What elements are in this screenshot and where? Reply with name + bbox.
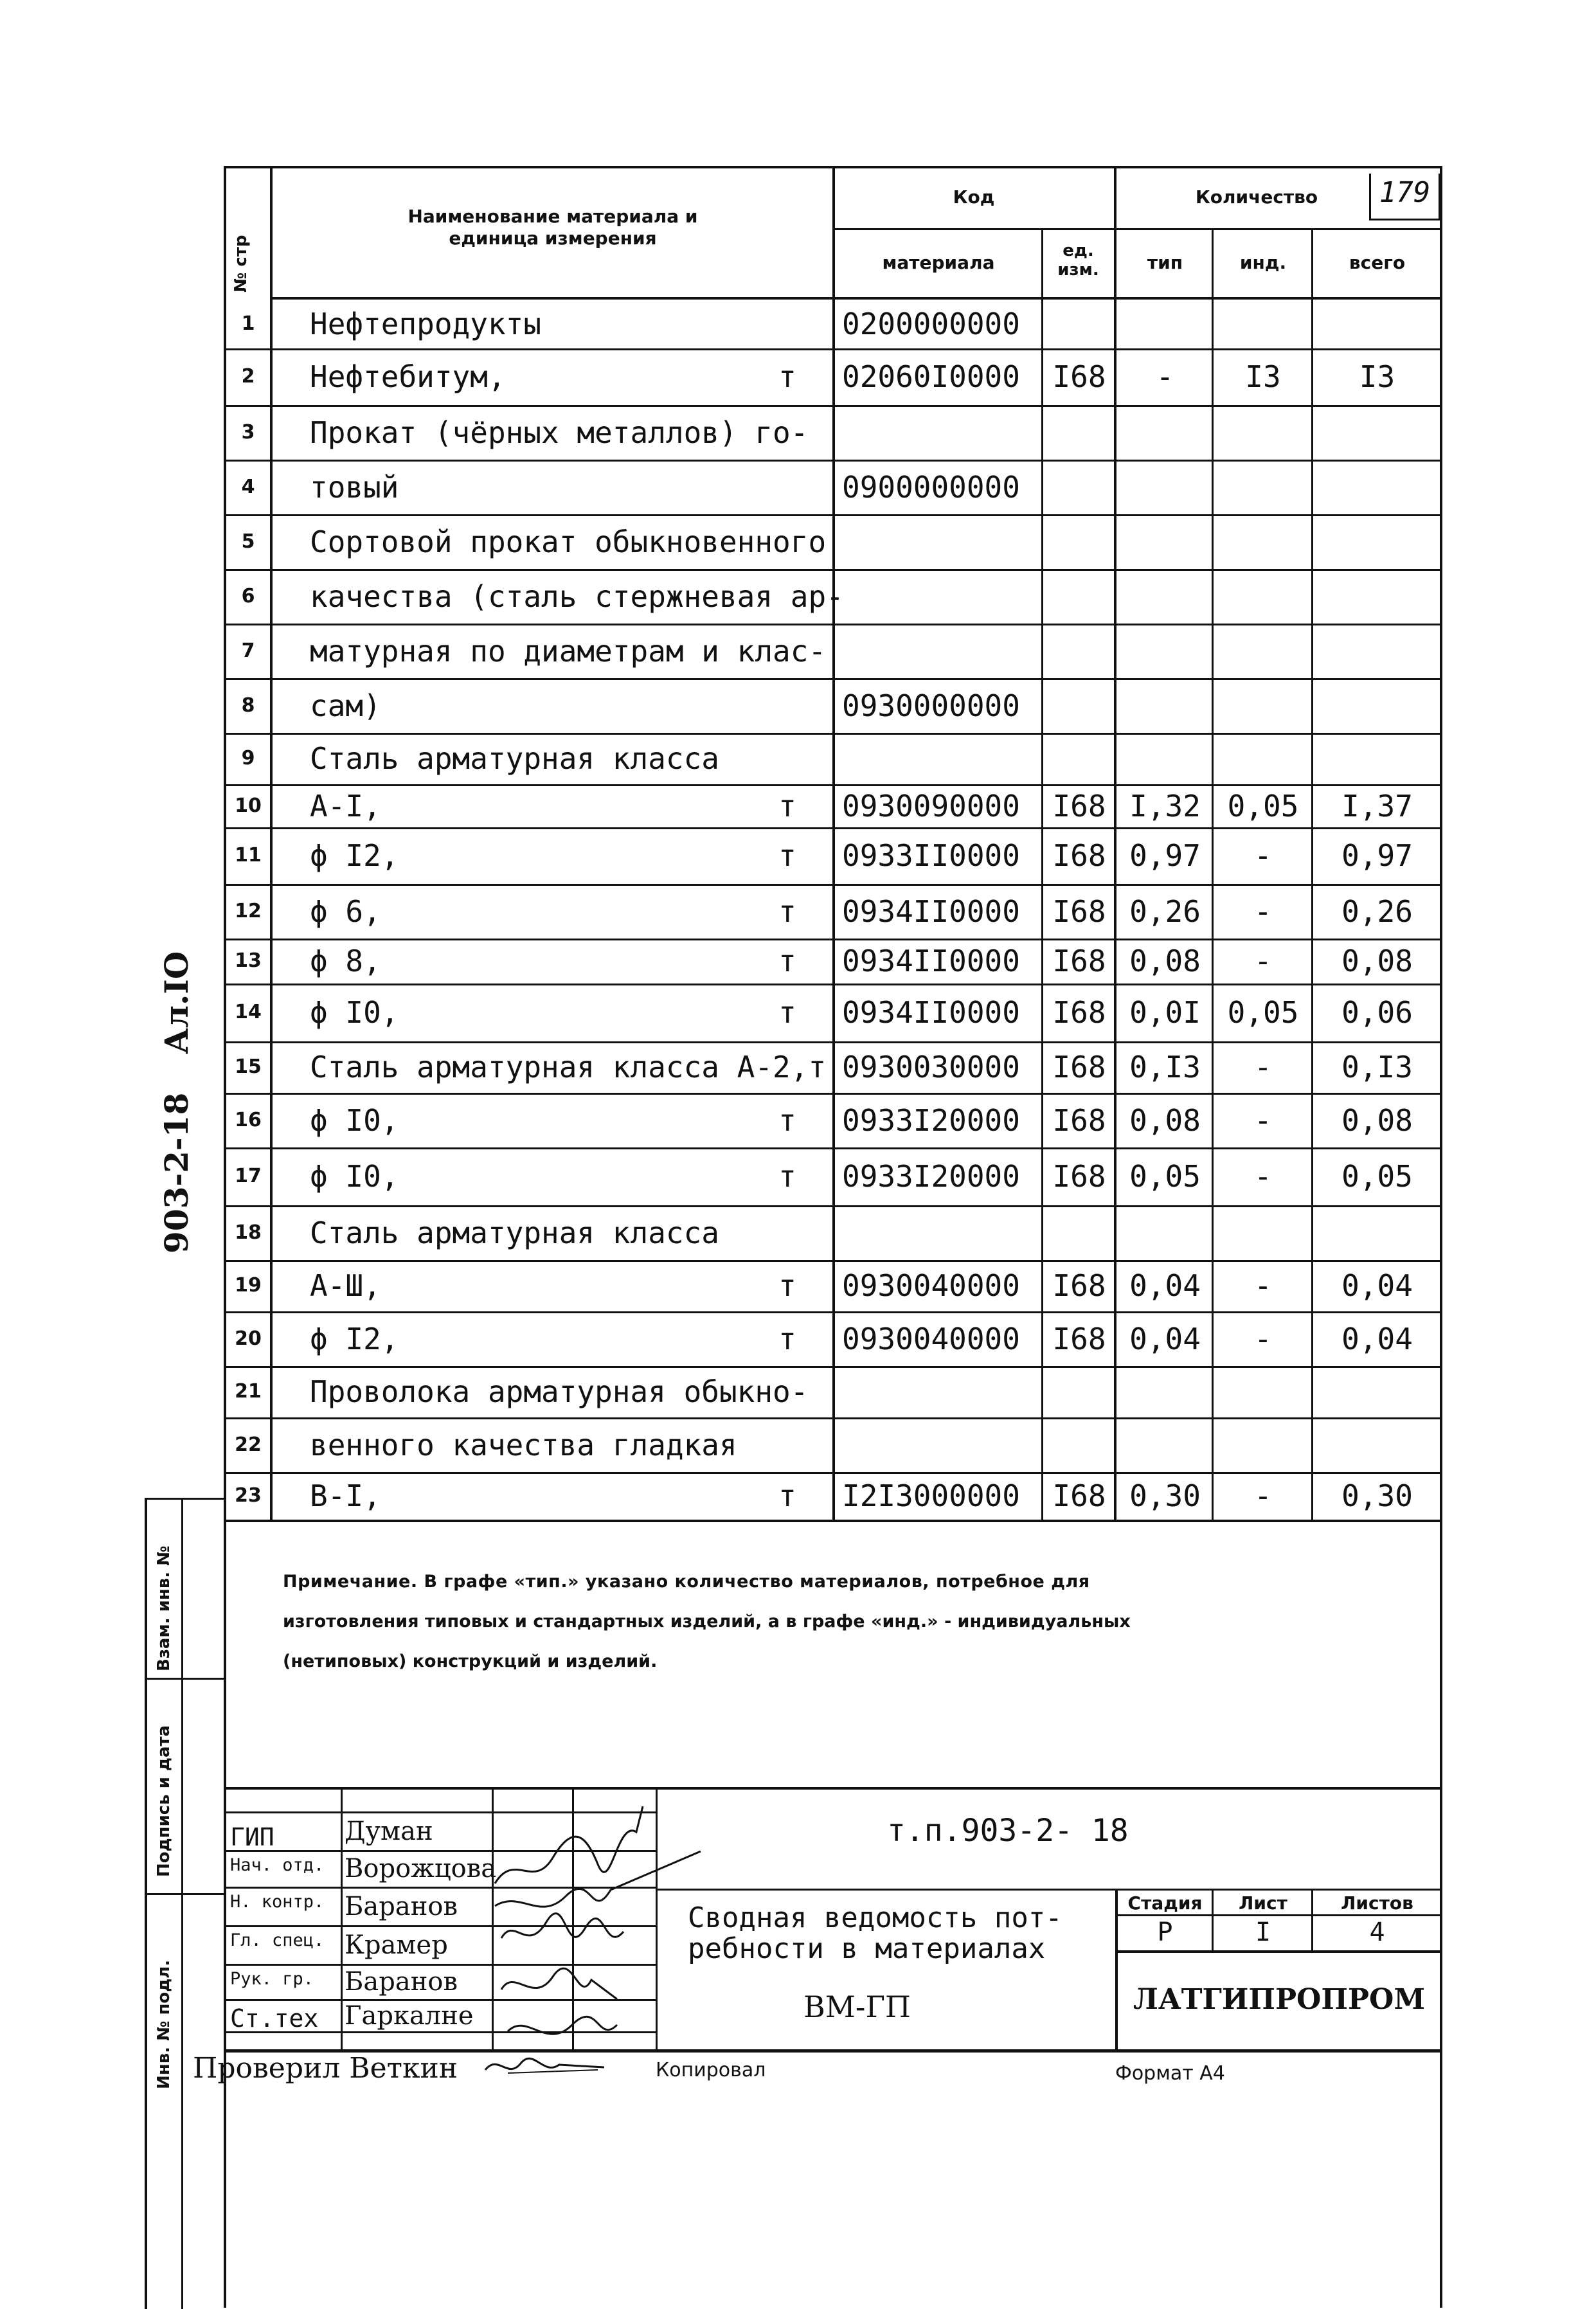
unit-subheader: ед. изм. [1057, 241, 1099, 280]
material-code: 0200000000 [842, 307, 1020, 341]
material-name: ϕ I2, [310, 838, 399, 873]
row-number: 9 [241, 747, 255, 769]
material-name: Проволока арматурная обыкно- [310, 1374, 809, 1409]
material-code: 0930000000 [842, 688, 1020, 723]
signatures [489, 1793, 707, 2063]
material-code: 0900000000 [842, 469, 1020, 505]
unit-code: I68 [1052, 1321, 1106, 1356]
material-code: 0934II0000 [842, 995, 1020, 1030]
note [283, 1562, 1433, 1682]
unit-letter: т [778, 838, 796, 873]
row-number: 12 [235, 899, 262, 922]
material-code: 0933I20000 [842, 1102, 1020, 1138]
typ-value: 0,30 [1129, 1478, 1201, 1513]
total-value: 0,08 [1341, 1102, 1413, 1138]
total-value: 0,I3 [1341, 1050, 1413, 1084]
unit-code: I68 [1052, 1159, 1106, 1194]
unit-letter: т [778, 894, 796, 929]
material-name: ϕ I2, [310, 1321, 399, 1356]
note-line: (нетиповых) конструкций и изделий. [283, 1651, 658, 1671]
material-name: ϕ 8, [310, 944, 381, 978]
unit-code: I68 [1052, 995, 1106, 1030]
unit-letter: т [778, 1478, 796, 1513]
material-name: Прокат (чёрных металлов) го- [310, 415, 809, 450]
material-code: 0934II0000 [842, 944, 1020, 978]
typ-value: 0,04 [1129, 1321, 1201, 1356]
document-title-line: ребности в материалах [688, 1932, 1046, 1965]
material-code: 0930040000 [842, 1321, 1020, 1356]
row-number: 2 [241, 365, 255, 388]
stamp-person: Ворожцова [345, 1854, 497, 1883]
typ-value: 0,08 [1129, 944, 1201, 978]
checker-signature [482, 2051, 611, 2083]
typ-value: 0,I3 [1129, 1050, 1201, 1084]
stamp-role: ГИП [230, 1823, 274, 1851]
row-number: 8 [241, 694, 255, 717]
typ-value: 0,04 [1129, 1268, 1201, 1303]
unit-letter: т [778, 1268, 796, 1303]
material-name: матурная по диаметрам и клас- [310, 633, 827, 669]
material-name: Нефтепродукты [310, 307, 542, 341]
name-header: Наименование материала и единица измерения [408, 206, 698, 249]
row-number: 22 [235, 1433, 262, 1456]
section-code: ВМ-ГП [803, 1990, 911, 2024]
material-name: Сталь арматурная класса А-2,т [310, 1050, 827, 1084]
material-code: 02060I0000 [842, 359, 1020, 394]
total-value: 0,26 [1341, 894, 1413, 929]
row-number: 21 [235, 1380, 262, 1403]
stamp-role: Гл. спец. [230, 1930, 325, 1950]
row-number-header: № стр [231, 235, 251, 292]
material-code: 0933II0000 [842, 838, 1020, 873]
material-name: товый [310, 469, 399, 505]
ind-value: I3 [1245, 359, 1281, 394]
unit-code: I68 [1052, 1268, 1106, 1303]
stamp-person: Думан [345, 1817, 433, 1846]
total-value: 0,08 [1341, 944, 1413, 978]
row-number: 10 [235, 794, 262, 817]
unit-code: I68 [1052, 944, 1106, 978]
typ-value: 0,26 [1129, 894, 1201, 929]
total-value: 0,30 [1341, 1478, 1413, 1513]
row-number: 16 [235, 1108, 262, 1131]
material-code: 0933I20000 [842, 1159, 1020, 1194]
unit-code: I68 [1052, 1102, 1106, 1138]
stamp-role: Ст.тех [230, 2004, 319, 2033]
unit-letter: т [778, 1159, 796, 1194]
ind-value: - [1254, 838, 1272, 873]
material-name: ϕ I0, [310, 1159, 399, 1194]
stamp-role: Рук. гр. [230, 1969, 314, 1989]
row-number: 11 [235, 844, 262, 867]
row-number: 5 [241, 530, 255, 553]
sheet-value: I [1255, 1918, 1271, 1947]
ind-value: 0,05 [1227, 788, 1299, 823]
material-name: ϕ I0, [310, 1102, 399, 1138]
unit-code: I68 [1052, 359, 1106, 394]
typ-value: - [1156, 359, 1174, 394]
unit-code: I68 [1052, 1050, 1106, 1084]
material-name: А-I, [310, 788, 381, 823]
ind-value: - [1254, 1321, 1272, 1356]
row-number: 18 [235, 1221, 262, 1244]
material-code: I2I3000000 [842, 1478, 1020, 1513]
ind-value: - [1254, 1268, 1272, 1303]
typ-value: 0,08 [1129, 1102, 1201, 1138]
total-subheader: всего [1349, 252, 1406, 273]
row-number: 20 [235, 1327, 262, 1350]
copied-label: Копировал [656, 2059, 766, 2081]
stamp-person: Гаркалне [345, 2001, 474, 2031]
unit-letter: т [778, 944, 796, 978]
original-inventory-label: Инв. № подл. [154, 1959, 174, 2089]
organization-name: ЛАТГИПРОПРОМ [1133, 1983, 1426, 2016]
material-name: ϕ 6, [310, 894, 381, 929]
page-number: 179 [1369, 174, 1440, 220]
material-name: Сталь арматурная класса [310, 1215, 719, 1250]
row-number: 3 [241, 420, 255, 444]
document-title-line: Сводная ведомость пот- [688, 1901, 1063, 1934]
side-album: Ал.IО [157, 951, 195, 1054]
ind-value: - [1254, 1102, 1272, 1138]
sheets-label: Листов [1341, 1892, 1413, 1914]
document-title [688, 1903, 1063, 1964]
row-number: 17 [235, 1165, 262, 1187]
total-value: 0,97 [1341, 838, 1413, 873]
ind-value: - [1254, 1478, 1272, 1513]
typ-value: 0,97 [1129, 838, 1201, 873]
ind-value: - [1254, 944, 1272, 978]
stamp-role: Н. контр. [230, 1892, 325, 1912]
row-number: 14 [235, 1001, 262, 1023]
ind-value: - [1254, 1050, 1272, 1084]
note-line: Примечание. В графе «тип.» указано количество материалов, потребное для [283, 1572, 1090, 1592]
ind-value: - [1254, 894, 1272, 929]
material-name: А-Ш, [310, 1268, 381, 1303]
material-code: 0930040000 [842, 1268, 1020, 1303]
stage-label: Стадия [1127, 1892, 1203, 1914]
format-label: Формат А4 [1115, 2062, 1225, 2085]
stamp-person: Баранов [345, 1967, 458, 1997]
row-number: 13 [235, 949, 262, 972]
unit-code: I68 [1052, 788, 1106, 823]
typ-value: I,32 [1129, 788, 1201, 823]
total-value: 0,06 [1341, 995, 1413, 1030]
row-number: 6 [241, 584, 255, 607]
material-name: сам) [310, 688, 381, 723]
side-document-code: 903-2-18 [157, 1092, 195, 1253]
material-name: Сталь арматурная класса [310, 741, 719, 776]
stamp-role: Нач. отд. [230, 1855, 325, 1875]
row-number: 1 [241, 312, 255, 335]
total-value: 0,04 [1341, 1268, 1413, 1303]
note-line: изготовления типовых и стандартных изделий, а в графе «инд.» - индивидуальных [283, 1612, 1131, 1631]
stamp-person: Крамер [345, 1930, 448, 1960]
document-code: т.п.903-2- 18 [887, 1813, 1129, 1849]
typ-subheader: тип [1147, 252, 1183, 273]
ind-subheader: инд. [1239, 252, 1287, 273]
material-code: 0930090000 [842, 788, 1020, 823]
checked-by: Проверил Веткин [193, 2052, 458, 2085]
unit-letter: т [778, 1102, 796, 1138]
replace-inventory-label: Взам. инв. № [154, 1545, 174, 1671]
signature-date-label: Подпись и дата [154, 1725, 174, 1877]
unit-code: I68 [1052, 1478, 1106, 1513]
row-number: 4 [241, 475, 255, 498]
ind-value: 0,05 [1227, 995, 1299, 1030]
unit-letter: т [778, 359, 796, 394]
material-name: Сортовой прокат обыкновенного [310, 524, 827, 559]
total-value: 0,05 [1341, 1159, 1413, 1194]
typ-value: 0,0I [1129, 995, 1201, 1030]
quantity-header: Количество [1195, 186, 1318, 208]
total-value: I,37 [1341, 788, 1413, 823]
sheet-label: Лист [1239, 1892, 1287, 1914]
ind-value: - [1254, 1159, 1272, 1194]
row-number: 15 [235, 1056, 262, 1078]
typ-value: 0,05 [1129, 1159, 1201, 1194]
code-header: Код [953, 186, 995, 208]
material-name: венного качества гладкая [310, 1427, 737, 1462]
unit-letter: т [778, 995, 796, 1030]
material-subheader: материала [882, 252, 995, 273]
row-number: 23 [235, 1484, 262, 1507]
material-name: качества (сталь стержневая ар- [310, 579, 844, 614]
material-name: В-I, [310, 1478, 381, 1513]
unit-code: I68 [1052, 894, 1106, 929]
stamp-person: Баранов [345, 1892, 458, 1921]
stage-value: Р [1157, 1918, 1173, 1947]
material-code: 0930030000 [842, 1050, 1020, 1084]
material-code: 0934II0000 [842, 894, 1020, 929]
material-name: Нефтебитум, [310, 359, 506, 394]
row-number: 19 [235, 1274, 262, 1297]
material-name: ϕ I0, [310, 995, 399, 1030]
total-value: 0,04 [1341, 1321, 1413, 1356]
row-number: 7 [241, 639, 255, 662]
unit-letter: т [778, 1321, 796, 1356]
total-value: I3 [1359, 359, 1395, 394]
unit-letter: т [778, 788, 796, 823]
unit-code: I68 [1052, 838, 1106, 873]
sheets-value: 4 [1369, 1918, 1385, 1947]
